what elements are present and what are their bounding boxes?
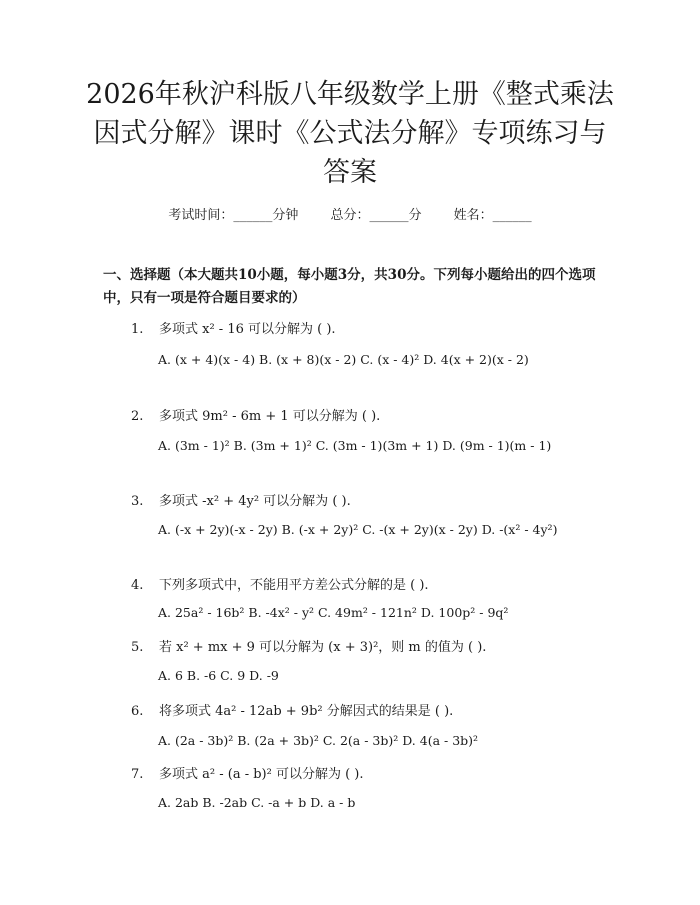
question-number: 6. xyxy=(131,704,144,719)
question-text: 多项式 9m² - 6m + 1 可以分解为 ( ). xyxy=(159,409,381,424)
question-number: 4. xyxy=(131,578,144,593)
exam-info xyxy=(0,204,700,223)
question-options: A. (-x + 2y)(-x - 2y) B. (-x + 2y)² C. -(x + 2y)(x - 2y) D. -(x² - 4y²) xyxy=(158,522,558,537)
question-stem xyxy=(131,405,380,424)
question-text: 多项式 -x² + 4y² 可以分解为 ( ). xyxy=(159,494,351,509)
question-number: 7. xyxy=(131,767,144,782)
question-number: 2. xyxy=(131,409,144,424)
question-stem xyxy=(131,490,351,509)
document-title xyxy=(60,75,640,192)
question-stem xyxy=(131,763,364,782)
question-number: 1. xyxy=(131,322,144,337)
title-line-1: 2026年秋沪科版八年级数学上册《整式乘法 xyxy=(86,79,614,110)
title-line-2: 因式分解》课时《公式法分解》专项练习与 xyxy=(93,118,607,149)
exam-time: 考试时间：______分钟 xyxy=(168,208,299,223)
question-options: A. 6 B. -6 C. 9 D. -9 xyxy=(158,668,279,683)
section-heading: 一、选择题（本大题共10小题，每小题3分，共30分。下列每小题给出的四个选项中，只有一项是符合题目要求的） xyxy=(103,267,596,306)
question-number: 3. xyxy=(131,494,144,509)
title-line-3: 答案 xyxy=(323,157,377,188)
question-stem xyxy=(131,700,453,719)
question-stem xyxy=(131,318,336,337)
student-name: 姓名：______ xyxy=(453,208,532,223)
question-text: 将多项式 4a² - 12ab + 9b² 分解因式的结果是 ( ). xyxy=(159,704,454,719)
question-text: 下列多项式中，不能用平方差公式分解的是 ( ). xyxy=(159,578,429,593)
question-stem xyxy=(131,636,486,655)
question-options: A. (2a - 3b)² B. (2a + 3b)² C. 2(a - 3b)² D. 4(a - 3b)² xyxy=(158,733,479,748)
total-score: 总分：______分 xyxy=(330,208,422,223)
question-options: A. 2ab B. -2ab C. -a + b D. a - b xyxy=(158,795,356,810)
question-stem xyxy=(131,574,429,593)
question-number: 5. xyxy=(131,640,144,655)
question-options: A. (3m - 1)² B. (3m + 1)² C. (3m - 1)(3m + 1) D. (9m - 1)(m - 1) xyxy=(158,438,552,453)
question-options: A. 25a² - 16b² B. -4x² - y² C. 49m² - 121n² D. 100p² - 9q² xyxy=(158,605,509,620)
question-options: A. (x + 4)(x - 4) B. (x + 8)(x - 2) C. (x - 4)² D. 4(x + 2)(x - 2) xyxy=(158,352,529,367)
question-text: 若 x² + mx + 9 可以分解为 (x + 3)²，则 m 的值为 ( ). xyxy=(159,640,487,655)
question-text: 多项式 x² - 16 可以分解为 ( ). xyxy=(159,322,336,337)
question-text: 多项式 a² - (a - b)² 可以分解为 ( ). xyxy=(159,767,364,782)
